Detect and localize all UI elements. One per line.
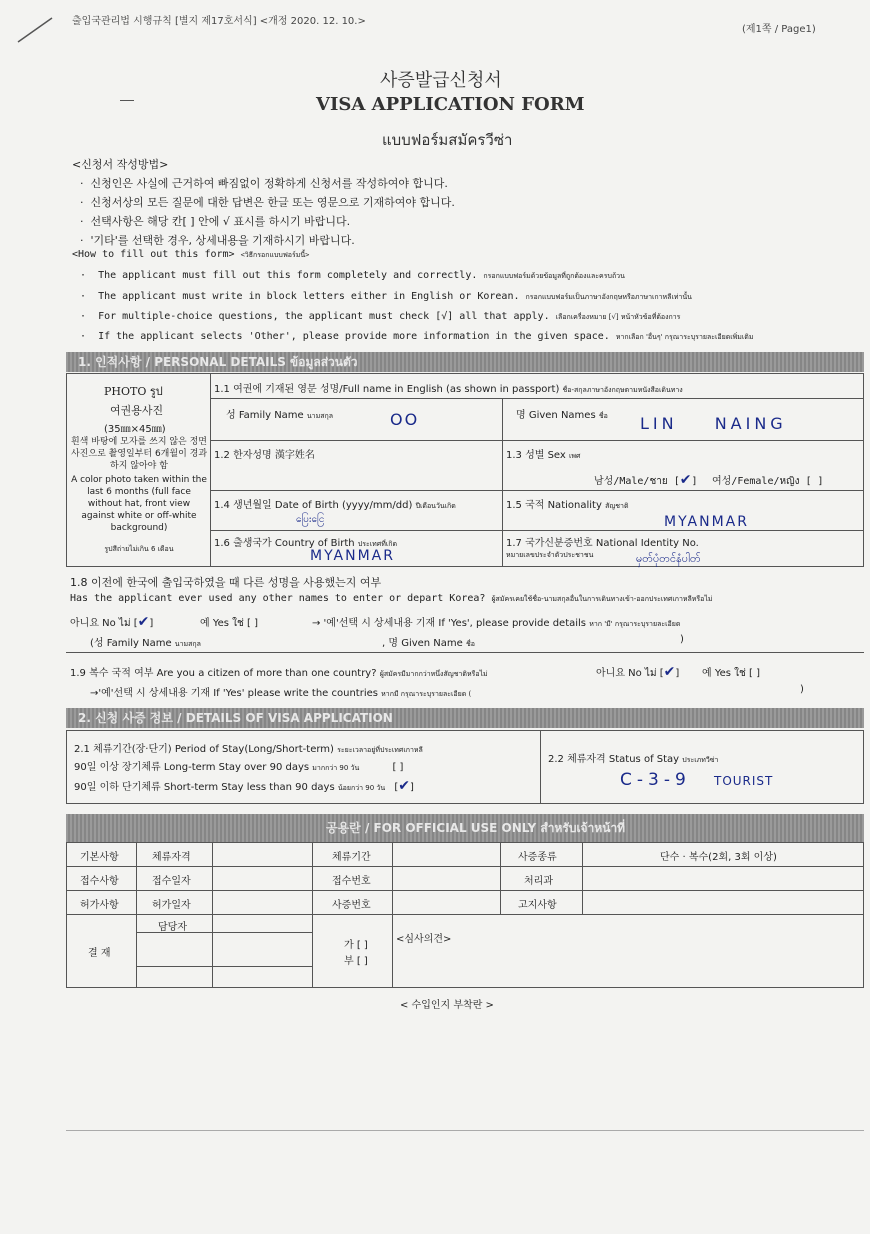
official-permit-date: 허가일자 [152,900,191,911]
official-approve-yes: 가 [ ] [344,940,368,951]
given-name-value[interactable]: LIN NAING [640,414,787,433]
status-of-stay-value[interactable]: C-3-9 [620,770,691,790]
photo-desc-th: รูปสีถ่ายไม่เกิน 6 เดือน [104,545,174,553]
title-korean: 사증발급신청서 [380,70,502,91]
status-of-stay-note: TOURIST [714,774,774,788]
q1-9-close-paren: ) [800,684,804,695]
sex-female-option[interactable]: 여성/Female/หญิง [ ] [712,476,824,487]
title-thai: แบบฟอร์มสมัครวีซ่า [382,131,513,149]
q1-6-label: 1.6 출생국가 Country of Birth ประเทศที่เกิด [214,538,398,549]
nationality-value[interactable]: MYANMAR [664,514,749,530]
official-receipt-date: 접수일자 [152,876,191,887]
other-given-name[interactable]: , 명 Given Name ชื่อ [382,638,475,649]
instruction-en-4: · If the applicant selects 'Other', please provide more information in the given space. หากเลือก 'อื่นๆ' กรุณาระบุรายละเอียดเพิ่มเติม [80,331,754,342]
official-visa-type: 사증종류 [518,852,557,863]
photo-size: (35㎜×45㎜) [104,424,166,435]
birth-country-value[interactable]: MYANMAR [310,548,395,564]
dob-value[interactable]: ပြေးငြေ [296,514,325,525]
official-header: 공용란 / FOR OFFICIAL USE ONLY สำหรับเจ้าหน้าที่ [66,814,864,842]
q1-8-yes-option[interactable]: 예 Yes ใช่ [ ] [200,618,258,629]
q1-8-en: Has the applicant ever used any other names to enter or depart Korea? ผู้สมัครเคยใช้ชื่อ-นามสกุลอื่นในการเดินทางเข้า-ออกประเทศเกาหลีหรือไม่ [70,593,713,604]
q2-1-label: 2.1 체류기간(장·단기) Period of Stay(Long/Short-term) ระยะเวลาอยู่ที่ประเทศเกาหลี [74,744,423,755]
q1-8-close-paren: ) [680,634,684,645]
regulation-header: 출입국관리법 시행규칙 [별지 제17호서식] <개정 2020. 12. 10.> [72,16,366,27]
revenue-stamp-area: < 수입인지 부착란 > [400,1000,494,1011]
photo-desc-en: A color photo taken within the last 6 months (full face without hat, front view against white or off-white background) [71,475,207,533]
official-approve-no: 부 [ ] [344,956,368,967]
q1-2-label: 1.2 한자성명 漢字姓名 [214,450,315,461]
q1-9-detail: →'예'선택 시 상세내용 기재 If 'Yes' please write the countries หากมี กรุณาระบุรายละเอียด ( [90,688,472,699]
official-staff: 담당자 [158,922,187,933]
official-period: 체류기간 [332,852,371,863]
official-basic: 기본사항 [80,852,119,863]
official-review: <심사의견> [396,934,452,945]
q1-8-yes-detail: → '예'선택 시 상세내용 기재 If 'Yes', please provide details หาก 'มี' กรุณาระบุรายละเอียด [312,618,681,629]
official-dept: 처리과 [524,876,553,887]
q1-9-no-option[interactable]: 아니요 No ไม่ [✔] [596,664,680,680]
photo-desc-ko: 흰색 바탕에 모자를 쓰지 않은 정면 사진으로 촬영일부터 6개월이 경과하지 않아야 함 [70,437,208,471]
q1-4-label: 1.4 생년월일 Date of Birth (yyyy/mm/dd) ปีเดือนวันเกิด [214,500,456,511]
instruction-ko-4: · '기타'를 선택한 경우, 상세내용을 기재하시기 바랍니다. [80,234,355,247]
q1-1-label: 1.1 여권에 기재된 영문 성명/Full name in English (as shown in passport) ชื่อ-สกุลภาษาอังกฤษตามหนังสือเดินทาง [214,384,683,395]
page-number: (제1쪽 / Page1) [742,24,816,35]
divider [66,652,864,653]
q1-8-no-option[interactable]: 아니요 No ไม่ [✔] [70,614,154,630]
q2-2-label: 2.2 체류자격 Status of Stay ประเภทวีซ่า [548,754,719,765]
instruction-ko-1: · 신청인은 사실에 근거하여 빠짐없이 정확하게 신청서를 작성하여야 합니다. [80,177,448,190]
q1-3-label: 1.3 성별 Sex เพศ [506,450,581,461]
official-receipt-no: 접수번호 [332,876,371,887]
section2-header: 2. 신청 사증 정보 / DETAILS OF VISA APPLICATION [66,708,864,728]
q1-7-label: 1.7 국가신분증번호 National Identity No. [506,538,699,549]
q1-8-ko: 1.8 이전에 한국에 출입국하였을 때 다른 성명을 사용했는지 여부 [70,576,382,589]
q1-5-label: 1.5 국적 Nationality สัญชาติ [506,500,629,511]
family-name-value[interactable]: OO [390,410,420,429]
official-visa-no: 사증번호 [332,900,371,911]
given-name-label: 명 Given Names ชื่อ [516,410,608,421]
photo-title: PHOTO รูป [104,385,163,398]
photo-korean: 여권용사진 [110,404,164,417]
scan-dash [120,100,134,101]
instruction-ko-3: · 선택사항은 해당 칸[ ] 안에 √ 표시를 하시기 바랍니다. [80,215,351,228]
q1-7-thai: หมายเลขประจำตัวประชาชน [506,551,594,559]
official-status: 체류자격 [152,852,191,863]
official-approval: 결 재 [88,948,111,959]
title-english: VISA APPLICATION FORM [316,94,585,115]
official-entries: 단수 · 복수(2회, 3회 이상) [660,852,777,863]
instruction-ko-2: · 신청서상의 모든 질문에 대한 답변은 한글 또는 영문으로 기재하여야 합니다. [80,196,455,209]
q1-9-question: 1.9 복수 국적 여부 Are you a citizen of more than one country? ผู้สมัครมีมากกว่าหนึ่งสัญชาติหรือไม่ [70,668,488,679]
national-id-value[interactable]: မှတ်ပုံတင်နံပါတ် [636,552,701,565]
instruction-en-2: · The applicant must write in block letters either in English or Korean. กรอกแบบฟอร์มเป็นภาษาอังกฤษหรือภาษาเกาหลีเท่านั้น [80,291,692,302]
sex-male-option[interactable]: 남성/Male/ชาย [✔] [594,472,698,488]
other-family-name[interactable]: (성 Family Name นามสกุล [90,638,201,649]
instruction-en-1: · The applicant must fill out this form completely and correctly. กรอกแบบฟอร์มด้วยข้อมูลที่ถูกต้องและครบถ้วน [80,270,625,281]
bottom-rule [66,1130,864,1131]
family-name-label: 성 Family Name นามสกุล [226,410,334,421]
q1-9-yes-option[interactable]: 예 Yes ใช่ [ ] [702,668,760,679]
scan-mark [16,14,56,44]
section1-header: 1. 인적사항 / PERSONAL DETAILS ข้อมูลส่วนตัว [66,352,864,372]
official-receipt: 접수사항 [80,876,119,887]
official-notice: 고지사항 [518,900,557,911]
instructions-en-heading: <How to fill out this form> <วิธีกรอกแบบฟอร์มนี้> [72,249,310,260]
instruction-en-3: · For multiple-choice questions, the applicant must check [√] all that apply. เลือกเครื่องหมาย [√] หน้าหัวข้อที่ต้องการ [80,311,681,322]
official-permit: 허가사항 [80,900,119,911]
short-stay-option[interactable]: 90일 이하 단기체류 Short-term Stay less than 90 days น้อยกว่า 90 วัน [✔] [74,778,414,794]
long-stay-option[interactable]: 90일 이상 장기체류 Long-term Stay over 90 days มากกว่า 90 วัน [ ] [74,762,404,773]
instructions-ko-heading: <신청서 작성방법> [72,158,169,171]
